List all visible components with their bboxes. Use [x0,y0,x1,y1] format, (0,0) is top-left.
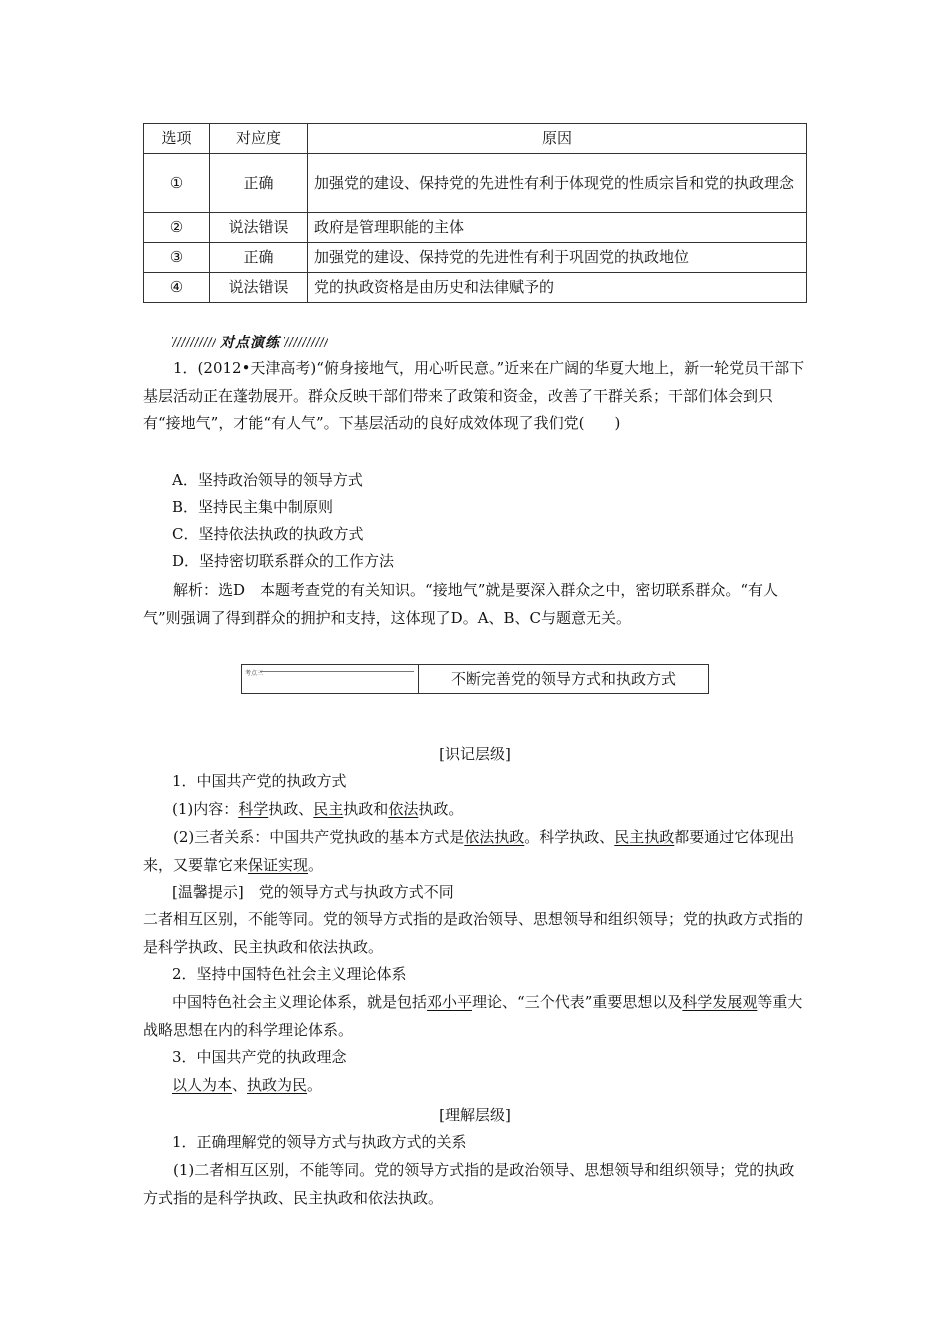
memory-s3-p [172,1072,836,1099]
memory-s1-title: 1．中国共产党的执政方式 [172,772,347,790]
underlined-term: 执政为民 [247,1076,308,1094]
keypoint-tag: 考点三 [245,670,264,677]
memory-s2-title: 2．坚持中国特色社会主义理论体系 [172,965,407,983]
memory-s1-p1 [172,796,836,823]
memory-s2-p [143,989,807,1044]
table-row [144,273,807,303]
underlined-term: 依法 [388,800,419,818]
text-segment: 都要通过它体现出来，又要靠它来 [143,828,795,874]
divider [260,671,414,672]
text-segment: 中国特色社会主义理论体系，就是包括 [172,993,428,1011]
text-segment: 执政、 [268,800,314,818]
underlined-term: 保证实现 [248,855,309,874]
header-degree: 对应度 [210,124,308,154]
memory-heading: [识记层级] [439,745,511,763]
understand-s1-title: 1．正确理解党的领导方式与执政方式的关系 [172,1133,467,1151]
text-segment: 执政和 [343,800,389,818]
table-header-row [144,124,807,154]
option-c: C．坚持依法执政的执政方式 [172,525,364,543]
analysis-text: 解析：选D 本题考查党的有关知识。“接地气”就是要深入群众之中，密切联系群众。“有人气”则强调了得到群众的拥护和支持，这体现了D。A、B、C与题意无关。 [143,581,779,627]
text-segment: 。科学执政、 [524,828,615,846]
text-segment: 执政。 [418,800,464,818]
underlined-term: 依法执政 [464,828,525,846]
underlined-term: 科学发展观 [682,993,758,1011]
cell-option: ③ [144,243,210,273]
cell-option: ② [144,213,210,243]
keypoint-box [241,664,709,694]
cell-degree: 说法错误 [210,213,308,243]
table-row [144,213,807,243]
text-segment: 理论、“三个代表”重要思想以及 [472,993,683,1011]
cell-degree: 正确 [210,154,308,213]
option-a: A．坚持政治领导的领导方式 [172,471,363,489]
memory-s1-p2 [143,824,807,879]
table-row [144,243,807,273]
cell-option: ① [144,154,210,213]
underlined-term: 民主执政 [614,828,675,846]
header-reason: 原因 [308,124,807,154]
cell-reason: 党的执政资格是由历史和法律赋予的 [308,273,807,303]
cell-reason: 加强党的建设、保持党的先进性有利于巩固党的执政地位 [308,243,807,273]
table-row [144,154,807,213]
cell-degree: 正确 [210,243,308,273]
tip-title: [温馨提示] 党的领导方式与执政方式不同 [172,883,454,901]
tip-body: 二者相互区别，不能等同。党的领导方式指的是政治领导、思想领导和组织领导；党的执政方式指的是科学执政、民主执政和依法执政。 [143,910,804,956]
question-text: 1．(2012•天津高考)“俯身接地气，用心听民意。”近来在广阔的华夏大地上，新一轮党员干部下基层活动正在蓬勃展开。群众反映干部们带来了政策和资金，改善了干群关系；干部们体会到只有“接地气”，才能“有人气”。下基层活动的良好成效体现了我们党( ) [143,359,805,432]
text-segment: 、 [232,1076,248,1094]
cell-option: ④ [144,273,210,303]
hatch-decoration [172,337,216,347]
understand-s1-p: (1)二者相互区别，不能等同。党的领导方式指的是政治领导、思想领导和组织领导；党的执政方式指的是科学执政、民主执政和依法执政。 [143,1161,795,1207]
keypoint-tag-area [242,665,419,693]
memory-s3-title: 3．中国共产党的执政理念 [172,1048,347,1066]
text-segment: 等重大战略思想在内的科学理论体系。 [143,993,803,1039]
underlined-term: 民主 [313,800,344,818]
analysis-table [143,123,807,303]
cell-reason: 政府是管理职能的主体 [308,213,807,243]
underlined-term: 邓小平 [427,993,473,1011]
cell-degree: 说法错误 [210,273,308,303]
header-option: 选项 [144,124,210,154]
text-segment: 。 [307,1076,323,1094]
text-segment: (2)三者关系：中国共产党执政的基本方式是 [173,828,465,846]
text-segment: 。 [308,855,324,874]
cell-reason: 加强党的建设、保持党的先进性有利于体现党的性质宗旨和党的执政理念 [308,154,807,213]
underlined-term: 以人为本 [172,1076,233,1094]
hatch-decoration [284,337,328,347]
understand-heading: [理解层级] [439,1106,511,1124]
text-segment: (1)内容： [172,800,239,818]
practice-title: 对点演练 [220,335,280,351]
option-b: B．坚持民主集中制原则 [172,498,334,516]
option-d: D．坚持密切联系群众的工作方法 [172,552,395,570]
keypoint-title: 不断完善党的领导方式和执政方式 [450,670,676,688]
underlined-term: 科学 [238,800,269,818]
practice-heading [172,333,328,351]
